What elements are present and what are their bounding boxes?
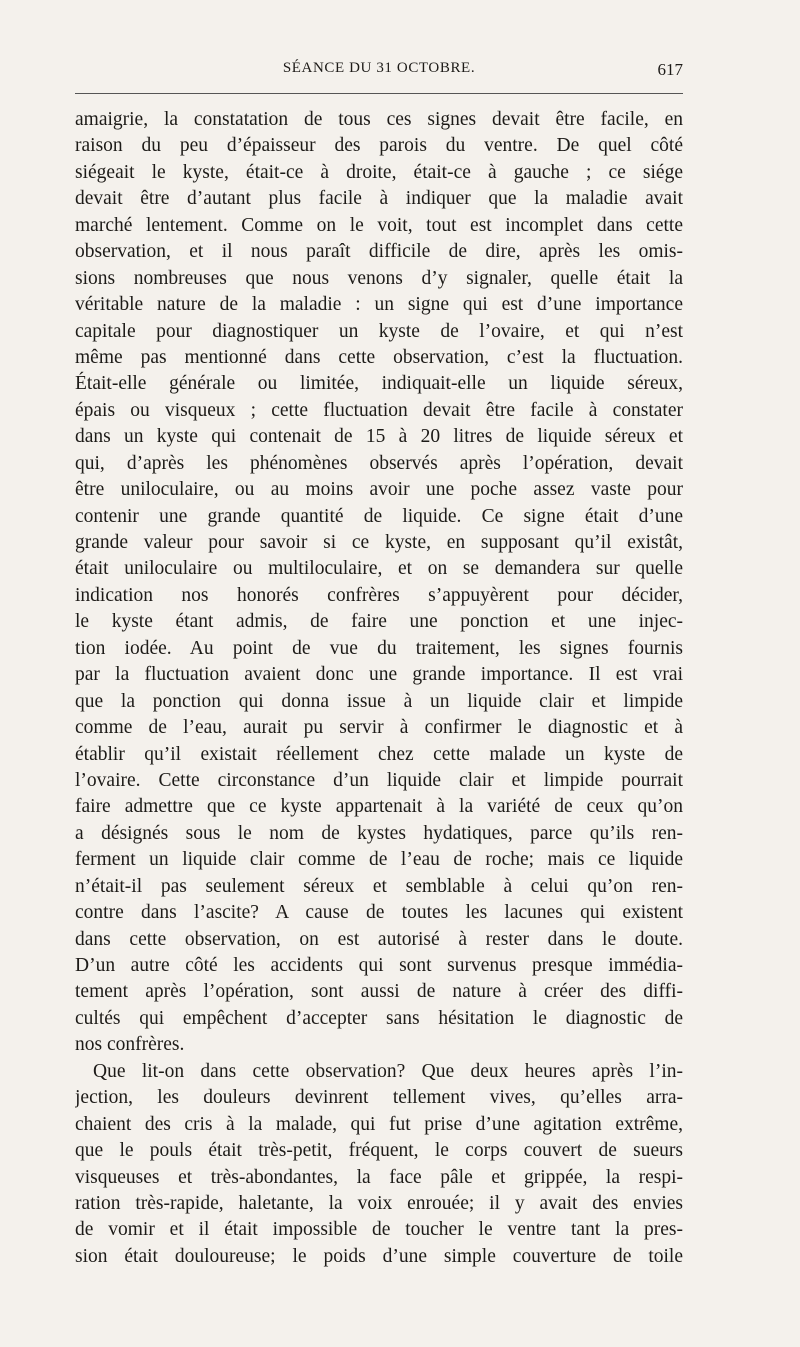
text-line: de vomir et il était impossible de toucher le ventre tant la pres- — [75, 1219, 683, 1241]
text-line: véritable nature de la maladie : un signe qui est d’une importance — [75, 294, 683, 316]
text-line: marché lentement. Comme on le voit, tout est incomplet dans cette — [75, 214, 683, 236]
text-line: siégeait le kyste, était-ce à droite, était-ce à gauche ; ce siége — [75, 161, 683, 183]
text-line: dans cette observation, on est autorisé à rester dans le doute. — [75, 928, 683, 950]
text-line: capitale pour diagnostiquer un kyste de l’ovaire, et qui n’est — [75, 320, 683, 342]
text-line: a désignés sous le nom de kystes hydatiques, parce qu’ils ren- — [75, 822, 683, 844]
text-line: qui, d’après les phénomènes observés après l’opération, devait — [75, 452, 683, 474]
text-line-paragraph-end: nos confrères. — [75, 1034, 185, 1056]
text-line: ferment un liquide clair comme de l’eau de roche; mais ce liquide — [75, 849, 683, 871]
text-line: ration très-rapide, haletante, la voix enrouée; il y avait des envies — [75, 1192, 683, 1214]
text-line: jection, les douleurs devinrent tellement vives, qu’elles arra- — [75, 1087, 683, 1109]
text-line: devait être d’autant plus facile à indiquer que la maladie avait — [75, 188, 683, 210]
text-line: tion iodée. Au point de vue du traitement, les signes fournis — [75, 637, 683, 659]
text-line: établir qu’il existait réellement chez cette malade un kyste de — [75, 743, 683, 765]
text-line: cultés qui empêchent d’accepter sans hésitation le diagnostic de — [75, 1007, 683, 1029]
text-line: même pas mentionné dans cette observation, c’est la fluctuation. — [75, 346, 683, 368]
text-line: Était-elle générale ou limitée, indiquait-elle un liquide séreux, — [75, 373, 683, 395]
text-line-paragraph-start: Que lit-on dans cette observation? Que deux heures après l’in- — [93, 1060, 683, 1082]
text-line: contre dans l’ascite? A cause de toutes les lacunes qui existent — [75, 902, 683, 924]
text-line: par la fluctuation avaient donc une grande importance. Il est vrai — [75, 664, 683, 686]
text-line: contenir une grande quantité de liquide. Ce signe était d’une — [75, 505, 683, 527]
text-line: raison du peu d’épaisseur des parois du ventre. De quel côté — [75, 135, 683, 157]
text-line: épais ou visqueux ; cette fluctuation devait être facile à constater — [75, 399, 683, 421]
body-text — [75, 107, 683, 1270]
text-line: être uniloculaire, ou au moins avoir une poche assez vaste pour — [75, 479, 683, 501]
text-line: comme de l’eau, aurait pu servir à confirmer le diagnostic et à — [75, 717, 683, 739]
text-line: sions nombreuses que nous venons d’y signaler, quelle était la — [75, 267, 683, 289]
text-line: amaigrie, la constatation de tous ces signes devait être facile, en — [75, 109, 683, 130]
text-line: indication nos honorés confrères s’appuyèrent pour décider, — [75, 584, 683, 606]
text-line: que la ponction qui donna issue à un liquide clair et limpide — [75, 690, 683, 712]
running-title: SÉANCE DU 31 OCTOBRE. — [282, 60, 476, 76]
text-line: D’un autre côté les accidents qui sont survenus presque immédia- — [75, 955, 683, 976]
text-line: tement après l’opération, sont aussi de nature à créer des diffi- — [75, 981, 683, 1003]
text-line: chaient des cris à la malade, qui fut prise d’une agitation extrême, — [75, 1113, 683, 1135]
text-line: faire admettre que ce kyste appartenait à la variété de ceux qu’on — [75, 796, 683, 818]
running-head — [75, 60, 683, 84]
text-line: observation, et il nous paraît difficile de dire, après les omis- — [75, 241, 683, 263]
page-number: 617 — [657, 60, 683, 79]
text-line: visqueuses et très-abondantes, la face pâle et grippée, la respi- — [75, 1166, 683, 1188]
header-rule — [75, 93, 683, 94]
text-line: n’était-il pas seulement séreux et semblable à celui qu’on ren- — [75, 875, 683, 897]
text-line: dans un kyste qui contenait de 15 à 20 litres de liquide séreux et — [75, 426, 683, 448]
text-line: l’ovaire. Cette circonstance d’un liquide clair et limpide pourrait — [75, 769, 683, 791]
text-line: grande valeur pour savoir si ce kyste, en supposant qu’il existât, — [75, 532, 683, 553]
text-line: que le pouls était très-petit, fréquent, le corps couvert de sueurs — [75, 1140, 683, 1162]
text-line: était uniloculaire ou multiloculaire, et on se demandera sur quelle — [75, 558, 683, 580]
text-line: sion était douloureuse; le poids d’une simple couverture de toile — [75, 1245, 683, 1267]
text-line: le kyste étant admis, de faire une ponction et une injec- — [75, 611, 683, 633]
